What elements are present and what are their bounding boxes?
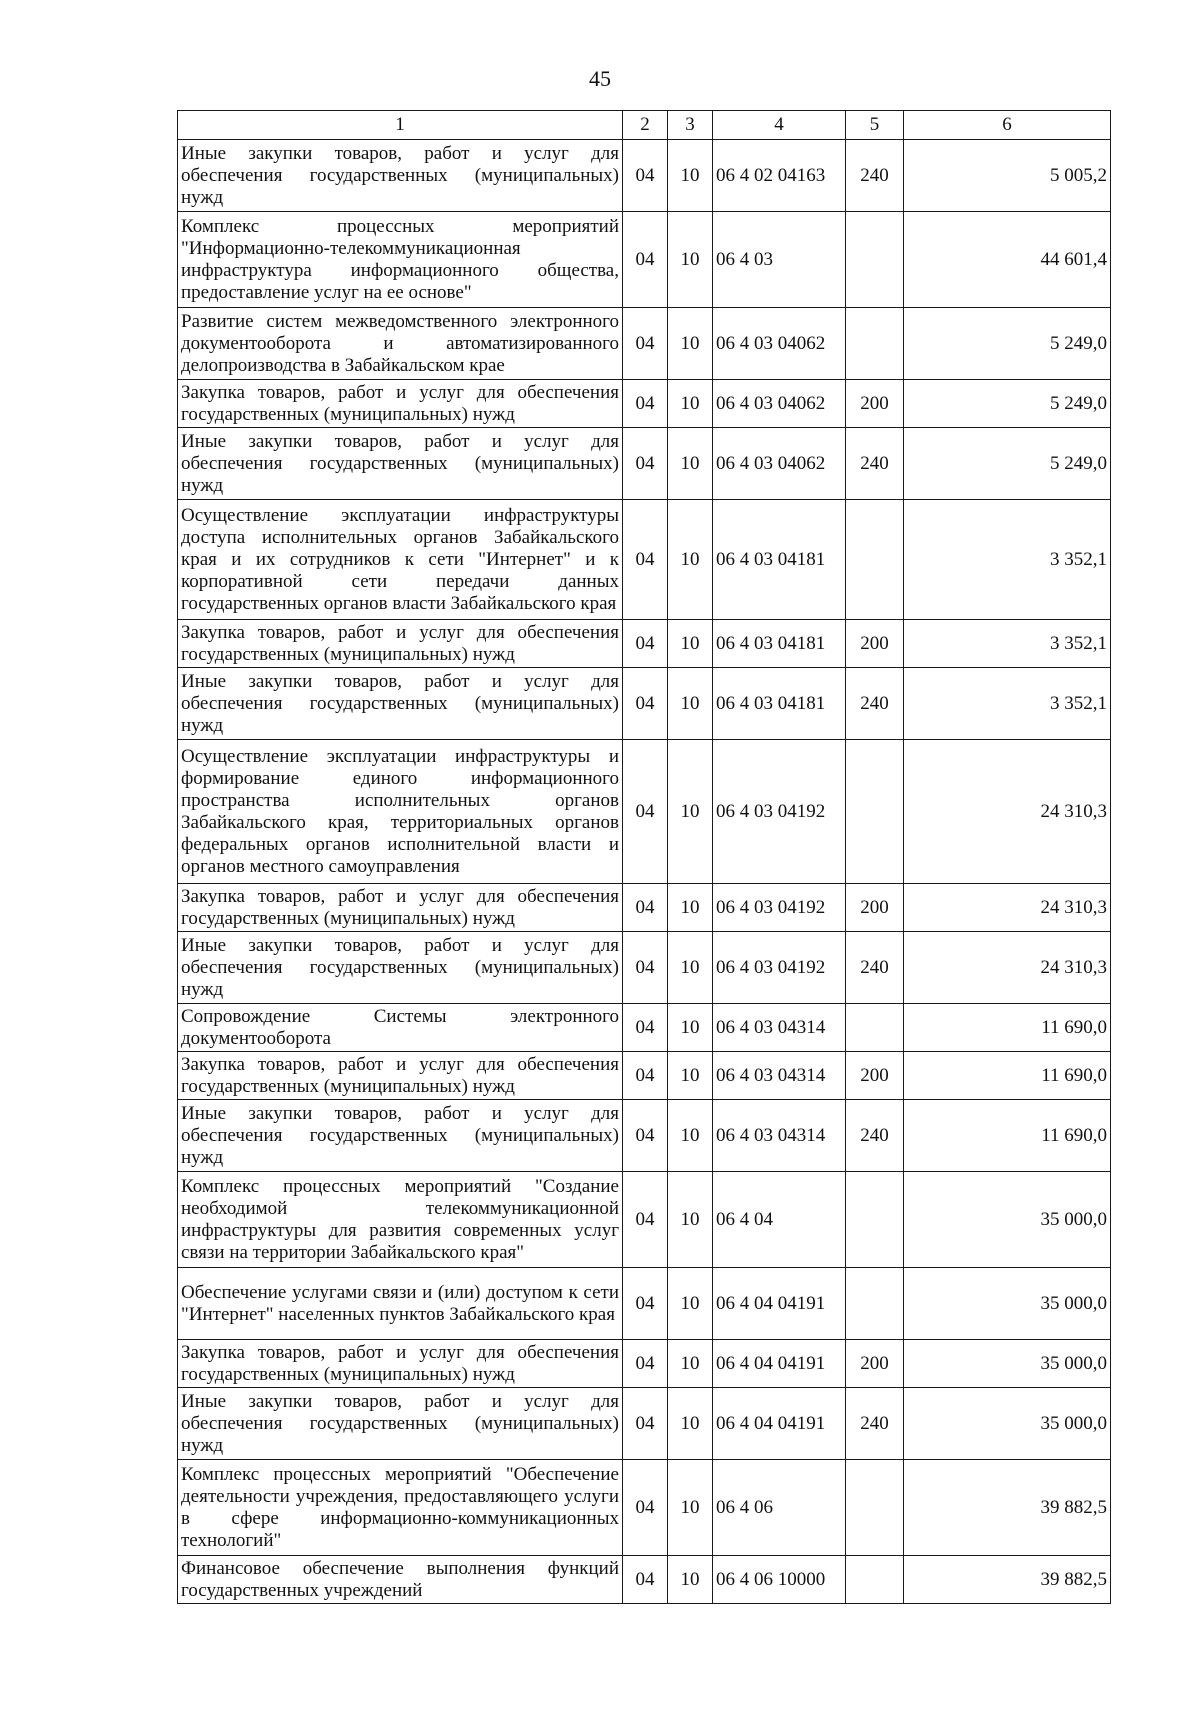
row-target-code: 06 4 03 04062 [713, 428, 846, 500]
row-name: Развитие систем межведомственного электронного документооборота и автоматизированного делопроизводства в Забайкальском крае [178, 308, 623, 380]
row-subsection: 10 [668, 308, 713, 380]
row-subsection: 10 [668, 1388, 713, 1460]
row-amount: 24 310,3 [904, 884, 1111, 932]
row-subsection: 10 [668, 884, 713, 932]
table-body [178, 140, 1111, 1604]
row-section: 04 [623, 620, 668, 668]
row-section: 04 [623, 740, 668, 884]
row-amount: 11 690,0 [904, 1004, 1111, 1052]
page-number: 45 [589, 66, 611, 91]
row-section: 04 [623, 308, 668, 380]
row-subsection: 10 [668, 428, 713, 500]
row-name: Комплекс процессных мероприятий "Информационно-телекоммуникационная инфраструктура информационного общества, предоставление услуг на ее основе" [178, 212, 623, 308]
row-section: 04 [623, 428, 668, 500]
row-amount: 3 352,1 [904, 500, 1111, 620]
row-section: 04 [623, 884, 668, 932]
row-amount: 35 000,0 [904, 1172, 1111, 1268]
row-expense-type [846, 1460, 904, 1556]
row-name: Иные закупки товаров, работ и услуг для обеспечения государственных (муниципальных) нужд [178, 428, 623, 500]
row-target-code: 06 4 04 [713, 1172, 846, 1268]
row-name: Закупка товаров, работ и услуг для обеспечения государственных (муниципальных) нужд [178, 1052, 623, 1100]
row-section: 04 [623, 212, 668, 308]
column-header: 5 [846, 111, 904, 140]
row-expense-type: 240 [846, 1388, 904, 1460]
column-header: 2 [623, 111, 668, 140]
row-name: Закупка товаров, работ и услуг для обеспечения государственных (муниципальных) нужд [178, 884, 623, 932]
row-target-code: 06 4 04 04191 [713, 1340, 846, 1388]
row-expense-type [846, 500, 904, 620]
table-row [178, 1268, 1111, 1340]
row-name: Иные закупки товаров, работ и услуг для обеспечения государственных (муниципальных) нужд [178, 932, 623, 1004]
row-subsection: 10 [668, 212, 713, 308]
row-target-code: 06 4 03 04181 [713, 500, 846, 620]
table-row [178, 1388, 1111, 1460]
row-subsection: 10 [668, 1268, 713, 1340]
row-section: 04 [623, 1388, 668, 1460]
row-subsection: 10 [668, 1556, 713, 1604]
table-row [178, 1556, 1111, 1604]
row-subsection: 10 [668, 1100, 713, 1172]
row-expense-type: 240 [846, 1100, 904, 1172]
row-name: Финансовое обеспечение выполнения функций государственных учреждений [178, 1556, 623, 1604]
table-row [178, 500, 1111, 620]
row-name: Иные закупки товаров, работ и услуг для обеспечения государственных (муниципальных) нужд [178, 668, 623, 740]
row-name: Иные закупки товаров, работ и услуг для обеспечения государственных (муниципальных) нужд [178, 140, 623, 212]
row-section: 04 [623, 1100, 668, 1172]
row-expense-type: 200 [846, 1340, 904, 1388]
row-expense-type [846, 1004, 904, 1052]
row-expense-type: 200 [846, 380, 904, 428]
table-row [178, 668, 1111, 740]
row-amount: 35 000,0 [904, 1388, 1111, 1460]
row-subsection: 10 [668, 620, 713, 668]
row-name: Осуществление эксплуатации инфраструктуры доступа исполнительных органов Забайкальского края и их сотрудников к сети "Интернет" и к корпоративной сети передачи данных государственных органов власти Забайкальского края [178, 500, 623, 620]
column-header: 3 [668, 111, 713, 140]
row-expense-type [846, 1268, 904, 1340]
row-expense-type: 240 [846, 428, 904, 500]
row-amount: 24 310,3 [904, 932, 1111, 1004]
row-subsection: 10 [668, 932, 713, 1004]
row-amount: 35 000,0 [904, 1340, 1111, 1388]
row-target-code: 06 4 03 04192 [713, 884, 846, 932]
row-amount: 5 249,0 [904, 308, 1111, 380]
table-row [178, 884, 1111, 932]
row-name: Обеспечение услугами связи и (или) доступом к сети "Интернет" населенных пунктов Забайкальского края [178, 1268, 623, 1340]
row-target-code: 06 4 04 04191 [713, 1388, 846, 1460]
row-expense-type [846, 740, 904, 884]
column-header: 1 [178, 111, 623, 140]
table-row [178, 620, 1111, 668]
row-target-code: 06 4 04 04191 [713, 1268, 846, 1340]
table-row [178, 1460, 1111, 1556]
row-target-code: 06 4 03 04062 [713, 380, 846, 428]
row-expense-type [846, 308, 904, 380]
row-expense-type: 200 [846, 1052, 904, 1100]
row-amount: 24 310,3 [904, 740, 1111, 884]
row-target-code: 06 4 03 04181 [713, 620, 846, 668]
row-expense-type: 240 [846, 140, 904, 212]
row-name: Закупка товаров, работ и услуг для обеспечения государственных (муниципальных) нужд [178, 380, 623, 428]
row-target-code: 06 4 03 [713, 212, 846, 308]
row-target-code: 06 4 03 04181 [713, 668, 846, 740]
row-amount: 39 882,5 [904, 1460, 1111, 1556]
row-section: 04 [623, 1340, 668, 1388]
row-target-code: 06 4 03 04192 [713, 740, 846, 884]
row-target-code: 06 4 06 [713, 1460, 846, 1556]
table-row [178, 1172, 1111, 1268]
row-amount: 35 000,0 [904, 1268, 1111, 1340]
row-name: Осуществление эксплуатации инфраструктуры и формирование единого информационного пространства исполнительных органов Забайкальского края, территориальных органов федеральных органов исполнительной власти и органов местного самоуправления [178, 740, 623, 884]
row-section: 04 [623, 1052, 668, 1100]
row-subsection: 10 [668, 140, 713, 212]
row-expense-type [846, 212, 904, 308]
table-row [178, 740, 1111, 884]
table-row [178, 308, 1111, 380]
row-target-code: 06 4 03 04314 [713, 1052, 846, 1100]
row-section: 04 [623, 1172, 668, 1268]
table-row [178, 428, 1111, 500]
row-target-code: 06 4 03 04062 [713, 308, 846, 380]
budget-table [177, 110, 1111, 1604]
row-amount: 11 690,0 [904, 1052, 1111, 1100]
row-subsection: 10 [668, 1004, 713, 1052]
row-section: 04 [623, 380, 668, 428]
row-amount: 39 882,5 [904, 1556, 1111, 1604]
row-subsection: 10 [668, 740, 713, 884]
row-expense-type: 240 [846, 932, 904, 1004]
row-target-code: 06 4 06 10000 [713, 1556, 846, 1604]
row-name: Сопровождение Системы электронного документооборота [178, 1004, 623, 1052]
row-section: 04 [623, 1268, 668, 1340]
column-header: 6 [904, 111, 1111, 140]
row-name: Комплекс процессных мероприятий "Обеспечение деятельности учреждения, предоставляющего услуги в сфере информационно-коммуникационных технологий" [178, 1460, 623, 1556]
table-row [178, 1100, 1111, 1172]
table-header-row [178, 111, 1111, 140]
row-subsection: 10 [668, 1052, 713, 1100]
row-name: Иные закупки товаров, работ и услуг для обеспечения государственных (муниципальных) нужд [178, 1388, 623, 1460]
row-target-code: 06 4 02 04163 [713, 140, 846, 212]
table-row [178, 212, 1111, 308]
row-expense-type [846, 1172, 904, 1268]
row-section: 04 [623, 668, 668, 740]
row-section: 04 [623, 500, 668, 620]
row-name: Иные закупки товаров, работ и услуг для обеспечения государственных (муниципальных) нужд [178, 1100, 623, 1172]
row-amount: 5 249,0 [904, 428, 1111, 500]
row-expense-type [846, 1556, 904, 1604]
row-target-code: 06 4 03 04314 [713, 1100, 846, 1172]
column-header: 4 [713, 111, 846, 140]
row-amount: 3 352,1 [904, 620, 1111, 668]
table-row [178, 140, 1111, 212]
row-expense-type: 240 [846, 668, 904, 740]
row-section: 04 [623, 932, 668, 1004]
row-amount: 5 005,2 [904, 140, 1111, 212]
row-expense-type: 200 [846, 620, 904, 668]
table-row [178, 1052, 1111, 1100]
row-amount: 44 601,4 [904, 212, 1111, 308]
table-row [178, 932, 1111, 1004]
row-subsection: 10 [668, 1460, 713, 1556]
row-name: Закупка товаров, работ и услуг для обеспечения государственных (муниципальных) нужд [178, 1340, 623, 1388]
row-target-code: 06 4 03 04192 [713, 932, 846, 1004]
row-subsection: 10 [668, 668, 713, 740]
row-amount: 5 249,0 [904, 380, 1111, 428]
row-expense-type: 200 [846, 884, 904, 932]
table-row [178, 1340, 1111, 1388]
row-section: 04 [623, 140, 668, 212]
row-subsection: 10 [668, 380, 713, 428]
table-row [178, 380, 1111, 428]
row-section: 04 [623, 1004, 668, 1052]
row-section: 04 [623, 1556, 668, 1604]
row-name: Комплекс процессных мероприятий "Создание необходимой телекоммуникационной инфраструктуры для развития современных услуг связи на территории Забайкальского края" [178, 1172, 623, 1268]
row-amount: 11 690,0 [904, 1100, 1111, 1172]
table-row [178, 1004, 1111, 1052]
row-target-code: 06 4 03 04314 [713, 1004, 846, 1052]
row-name: Закупка товаров, работ и услуг для обеспечения государственных (муниципальных) нужд [178, 620, 623, 668]
row-section: 04 [623, 1460, 668, 1556]
row-subsection: 10 [668, 500, 713, 620]
row-amount: 3 352,1 [904, 668, 1111, 740]
row-subsection: 10 [668, 1340, 713, 1388]
row-subsection: 10 [668, 1172, 713, 1268]
